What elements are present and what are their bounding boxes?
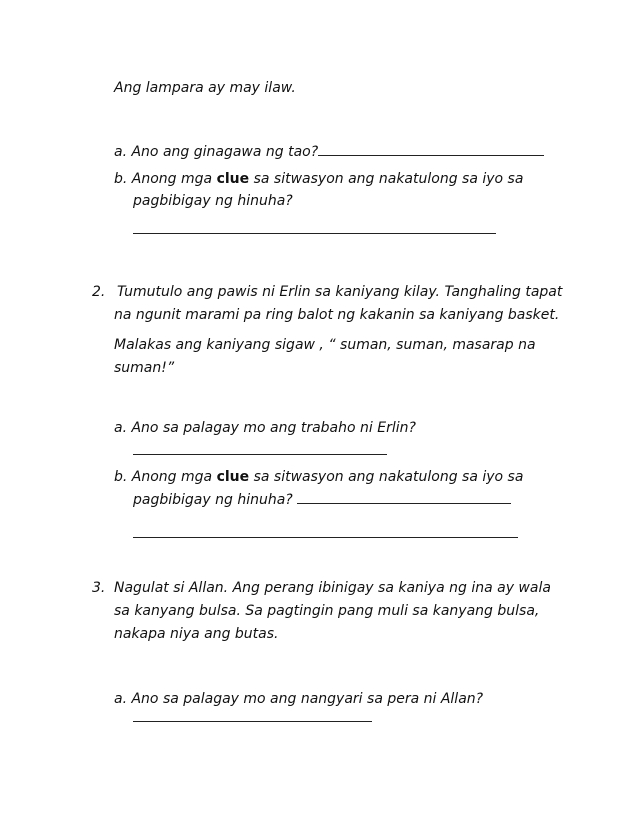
item2-question-b-line2 [133,489,511,510]
item1-question-a-text: a. Ano ang ginagawa ng tao? [114,144,319,160]
item3-line2: sa kanyang bulsa. Sa pagtingin pang muli sa kanyang bulsa, [114,603,540,619]
item3-line1: Nagulat si Allan. Ang perang ibinigay sa kaniya ng ina ay wala [114,580,551,596]
item1-question-b-post: sa sitwasyon ang nakatulong sa iyo sa [253,171,524,187]
item1-question-b-line2: pagbibigay ng hinuha? [133,193,293,209]
item1-clue-word: clue [216,171,250,187]
item2-line1: Tumutulo ang pawis ni Erlin sa kaniyang kilay. Tanghaling tapat [117,284,563,300]
item2-question-b [114,467,523,487]
item2-line2: na ngunit marami pa ring balot ng kakanin sa kaniyang basket. [114,307,560,323]
answer-line[interactable] [133,233,496,234]
intro-sentence: Ang lampara ay may ilaw. [114,80,296,96]
item3-line3: nakapa niya ang butas. [114,626,279,642]
item3-number: 3. [92,580,106,596]
answer-blank[interactable] [318,141,544,156]
item2-question-b-post: sa sitwasyon ang nakatulong sa iyo sa [253,469,524,485]
item2-clue-word: clue [216,469,250,485]
answer-line[interactable] [133,454,387,455]
item1-question-b [114,169,523,189]
item2-question-b-pre: b. Anong mga [114,469,213,485]
item1-question-b-pre: b. Anong mga [114,171,213,187]
item3-question-a: a. Ano sa palagay mo ang nangyari sa pera ni Allan? [114,691,484,707]
item2-question-a: a. Ano sa palagay mo ang trabaho ni Erlin? [114,420,416,436]
answer-blank[interactable] [297,489,511,504]
answer-line[interactable] [133,721,372,722]
item2-number: 2. [92,284,106,300]
item2-question-b-line2-text: pagbibigay ng hinuha? [133,492,293,508]
item1-question-a [114,141,544,162]
item2-line3: Malakas ang kaniyang sigaw , “ suman, suman, masarap na [114,337,536,353]
answer-line[interactable] [133,537,518,538]
item2-line4: suman!” [114,360,175,376]
